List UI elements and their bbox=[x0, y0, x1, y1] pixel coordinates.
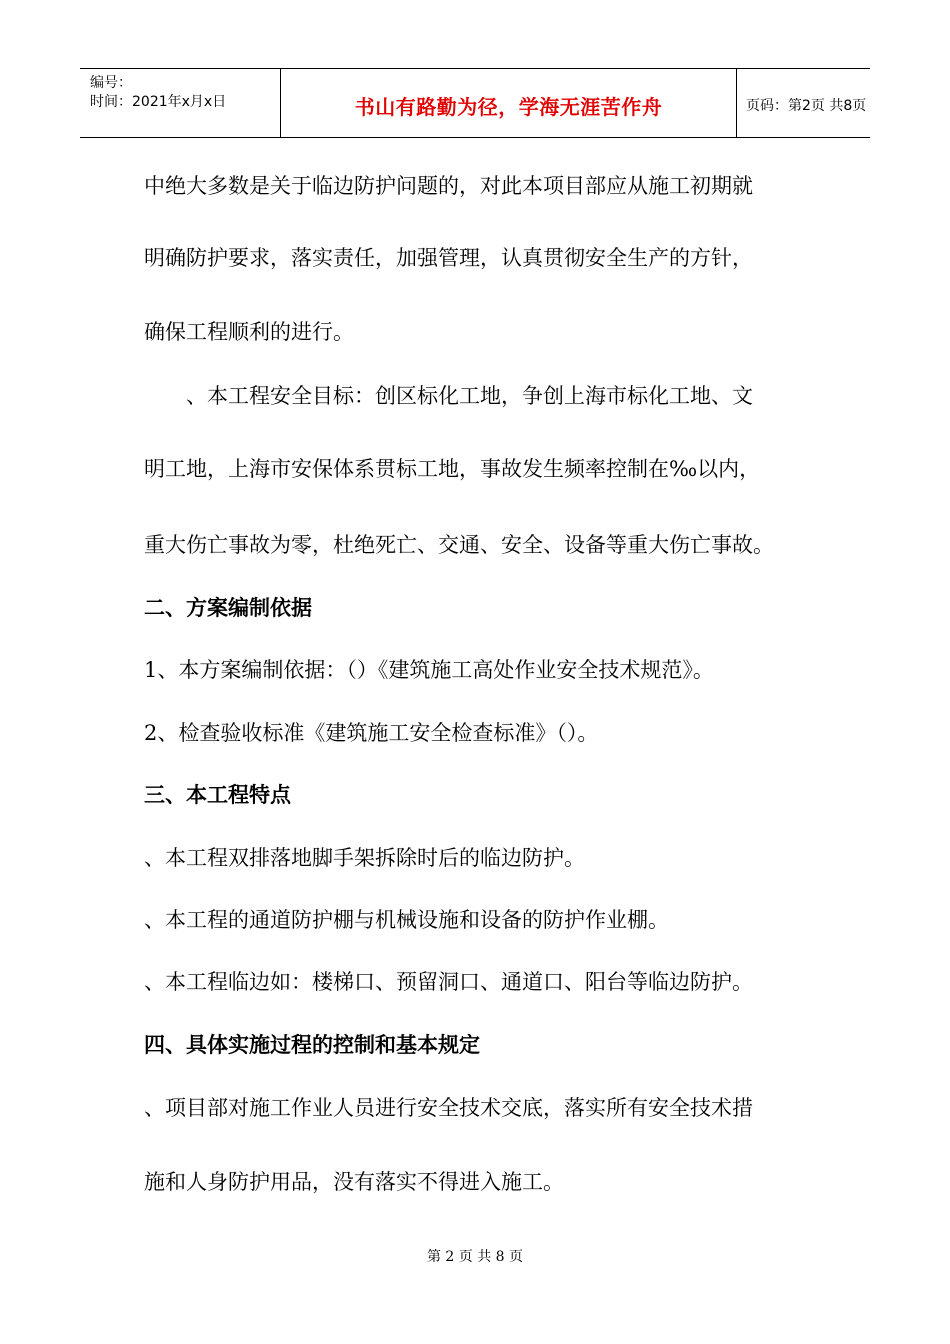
page-footer: 第 2 页 共 8 页 bbox=[426, 1249, 524, 1265]
header-motto-cell bbox=[280, 69, 737, 137]
list-item: 、本工程的通道防护棚与机械设施和设备的防护作业棚。 bbox=[144, 908, 669, 932]
paragraph-line: 确保工程顺利的进行。 bbox=[144, 320, 354, 344]
list-item: 1、本方案编制依据：（）《建筑施工高处作业安全技术规范》。 bbox=[144, 658, 714, 682]
paragraph-line: 施和人身防护用品，没有落实不得进入施工。 bbox=[144, 1170, 564, 1194]
list-item: 、本工程临边如：楼梯口、预留洞口、通道口、阳台等临边防护。 bbox=[144, 970, 753, 994]
section-heading: 三、本工程特点 bbox=[144, 783, 291, 807]
list-item: 、本工程双排落地脚手架拆除时后的临边防护。 bbox=[144, 846, 585, 870]
paragraph-line: 明工地，上海市安保体系贯标工地，事故发生频率控制在‰以内， bbox=[144, 457, 761, 481]
header-meta bbox=[80, 69, 280, 137]
section-heading: 四、具体实施过程的控制和基本规定 bbox=[144, 1033, 480, 1057]
page-header bbox=[80, 68, 870, 138]
doc-time-label: 时间：2021年x月x日 bbox=[90, 94, 227, 110]
header-motto: 书山有路勤为径，学海无涯苦作舟 bbox=[354, 95, 663, 119]
list-item: 2、检查验收标准《建筑施工安全检查标准》（）。 bbox=[144, 721, 599, 745]
paragraph-line: 、本工程安全目标：创区标化工地，争创上海市标化工地、文 bbox=[186, 384, 753, 408]
paragraph-line: 重大伤亡事故为零，杜绝死亡、交通、安全、设备等重大伤亡事故。 bbox=[144, 533, 774, 557]
list-item: 、项目部对施工作业人员进行安全技术交底，落实所有安全技术措 bbox=[144, 1096, 753, 1120]
paragraph-line: 明确防护要求，落实责任，加强管理，认真贯彻安全生产的方针， bbox=[144, 246, 753, 270]
paragraph-line: 中绝大多数是关于临边防护问题的，对此本项目部应从施工初期就 bbox=[144, 174, 753, 198]
section-heading: 二、方案编制依据 bbox=[144, 596, 312, 620]
header-page-cell bbox=[736, 69, 870, 137]
header-page-info: 页码：第2页 共8页 bbox=[746, 98, 867, 114]
doc-number-label: 编号： bbox=[90, 75, 132, 91]
